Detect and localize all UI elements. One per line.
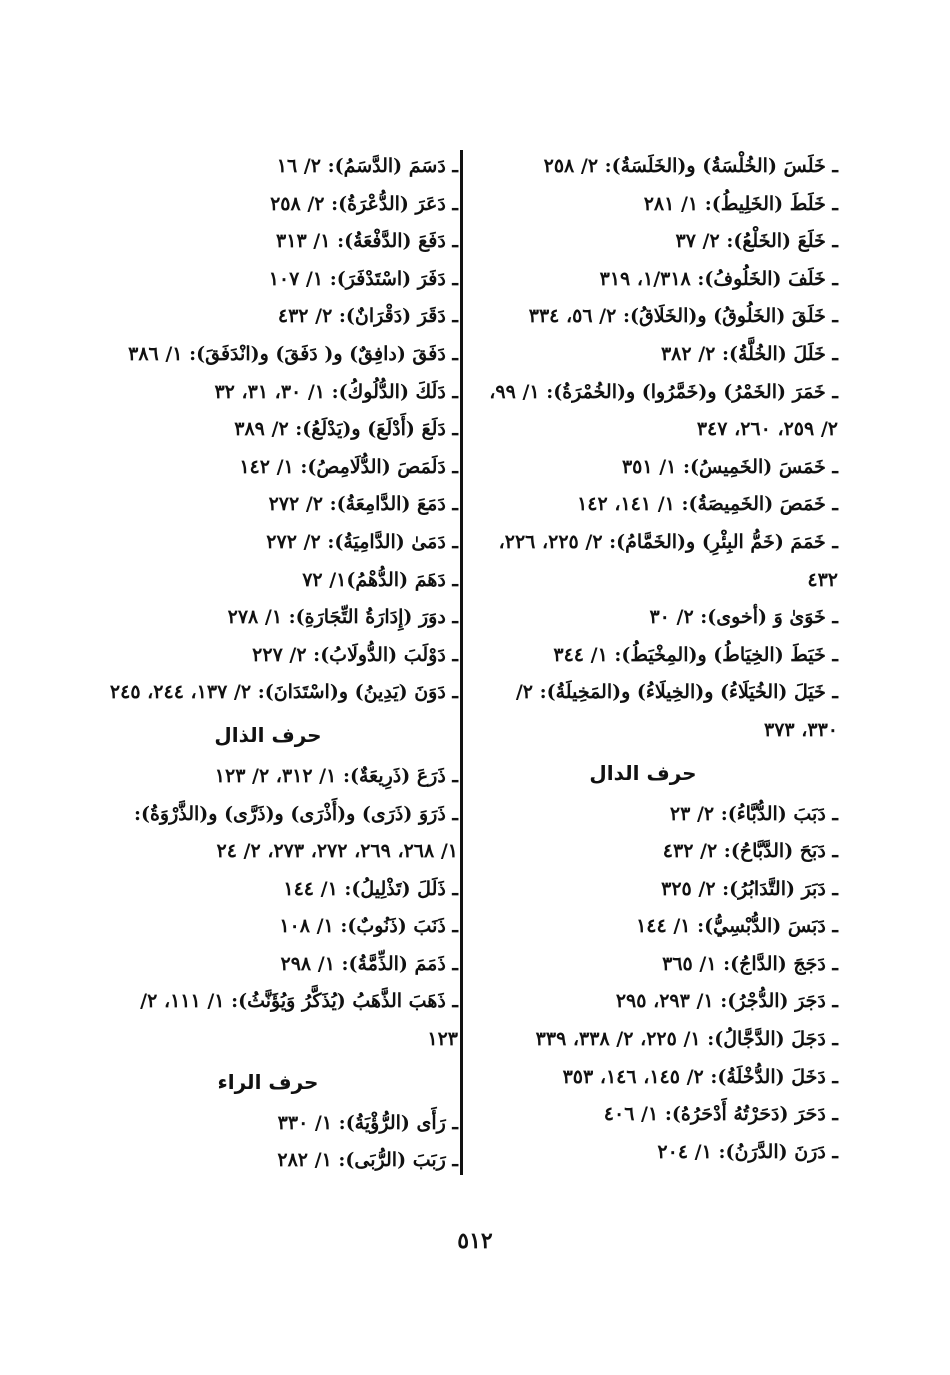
index-entry: ـ خَلَعَ (الخَلْعُ): ٢/ ٣٧ [675, 230, 838, 253]
index-entry: ـ خَلَطَ (الخَلِيطُ): ١/ ٢٨١ [643, 192, 838, 215]
index-entry: ـ خَمَسَ (الخَمِيسُ): ١/ ٣٥١ [621, 455, 838, 478]
index-entry: ـ ذَلَلَ (تَذْلِيلُ): ١/ ١٤٤ [283, 877, 458, 900]
left-column [109, 148, 458, 1180]
index-entry: ـ خَلَفَ (الخَلُوفُ): ١/٣١٨، ٣١٩ [599, 267, 838, 290]
index-entry: ـ دوَرَ (إِدَارَةُ التِّجَارَةِ): ١/ ٢٧٨ [227, 606, 458, 629]
index-entry: ـ خَلَقَ (الخَلُوقُ) و(الخَلَاقُ): ٢/ ٥٦، ٣٣٤ [528, 305, 838, 328]
index-entry: ـ رَأَى (الرُّؤْيَةُ): ١/ ٣٣٠ [277, 1111, 458, 1134]
index-entry: ـ دَخَلَ (الدُّخْلَةُ): ٢/ ١٤٥، ١٤٦، ٣٥٣ [562, 1065, 838, 1088]
index-entry: ـ دَجَلَ (الدَّجَّالُ): ١/ ٢٢٥، ٢/ ٣٣٨، ٣٣٩ [535, 1028, 838, 1051]
index-entry: ـ دَبَبَ (الدُّبَّاءُ): ٢/ ٢٣ [669, 802, 838, 825]
index-entry: ـ دَبَحَ (الدَّبَّاحُ): ٢/ ٤٣٢ [662, 840, 838, 863]
index-entry: ـ خَلَسَ (الخُلْسَةُ) و(الخَلَسَةُ): ٢/ ٢٥٨ [543, 155, 838, 177]
section-heading: حرف الذال [214, 722, 322, 747]
index-entry: ـ دَفَعَ (الدَّفْعَةُ): ١/ ٣١٣ [276, 230, 458, 253]
index-entry: ـ خَيَلَ (الخُيَلَاءُ) و(الخِيلَاءُ) و(المَخِيلَةُ): ٢/ ٣٣٠، ٣٧٣ [515, 681, 838, 741]
index-entry: ـ ذَنَبَ (ذَنُوبٌ): ١/ ١٠٨ [279, 915, 458, 938]
index-entry: ـ ذَمَمَ (الذِّمَّةُ): ١/ ٢٩٨ [280, 952, 458, 975]
index-entry: ـ دَلَكَ (الدُّلُوكُ): ١/ ٣٠، ٣١، ٣٢ [214, 380, 458, 403]
index-entry: ـ خَمَصَ (الخَمِيصَةُ): ١/ ١٤١، ١٤٢ [577, 493, 838, 516]
index-entry: ـ ذَرَوَ (ذَرَى) و(أَذْرَى) و(ذَرَّى) و(الذَّرْوَةُ): ١/ ٢٦٨، ٢٦٩، ٢٧٢، ٢٧٣، ٢/ ٢٤ [133, 802, 458, 863]
column-divider [460, 150, 463, 1175]
index-entry: ـ دَجَرَ (الدُّجْرُ): ١/ ٢٩٣، ٢٩٥ [615, 990, 838, 1013]
index-entry: ـ دَوْلَبَ (الدُّولَابُ): ٢/ ٢٢٧ [252, 643, 458, 666]
right-column [488, 148, 838, 1171]
index-entry: ـ دَجَجَ (الدَّاجُ): ١/ ٣٦٥ [662, 952, 838, 975]
index-entry: ـ دَقَرَ (دَقْرَانٌ): ٢/ ٤٣٢ [277, 305, 458, 328]
index-entry: ـ دَبَسَ (الدُّبْسِيُّ): ١/ ١٤٤ [636, 915, 838, 938]
index-entry: ـ دَمَعَ (الدَّامِعَةُ): ٢/ ٢٧٢ [268, 493, 458, 516]
section-heading: حرف الراء [217, 1069, 319, 1094]
index-entry: ـ دَحَرَ (دَحَرْتُهُ أَدْحَرُهُ): ١/ ٤٠٦ [603, 1103, 838, 1126]
index-entry: ـ دَبَرَ (التَّدَابُرُ): ٢/ ٣٢٥ [661, 877, 838, 900]
index-entry: ـ دَعَرَ (الدُّعْرَةُ): ٢/ ٢٥٨ [270, 192, 458, 215]
index-entry: ـ دَمَىٰ (الدَّامِيَةُ): ٢/ ٢٧٢ [266, 530, 458, 553]
index-entry: ـ خَيَطَ (الخِيَاطُ) و(المِخْيَطُ): ١/ ٣٤٤ [553, 643, 838, 666]
index-entry: ـ خَمَمَ (خَمُّ البِئْرِ) و(الخَمَّامُ): ٢/ ٢٢٥، ٢٢٦، ٤٣٢ [498, 530, 838, 591]
index-entry: ـ ذَرَعَ (ذَرِيعَةٌ): ١/ ٣١٢، ٢/ ١٢٣ [214, 764, 458, 787]
index-entry: ـ رَبَبَ (الرُّبَى): ١/ ٢٨٢ [277, 1149, 458, 1172]
index-entry: ـ دَسَمَ (الدَّسَمُ): ٢/ ١٦ [276, 155, 458, 177]
index-entry: ـ دَلَمَصَ (الدُّلَامِصُ): ١/ ١٤٢ [239, 455, 458, 478]
page-number: ٥١٢ [457, 1228, 493, 1254]
section-heading: حرف الدال [589, 760, 697, 785]
index-entry: ـ دَهَمَ (الدُّهْمُ)١/ ٧٢ [302, 568, 458, 591]
index-entry: ـ ذَهَبَ الذَّهَبُ (يُذَكَّرُ وَيُؤَنَّثُ): ١/ ١١١، ٢/ ١٢٣ [140, 990, 458, 1051]
index-entry: ـ دَفَرَ (اسْتَدْفَرَ): ١/ ١٠٧ [268, 267, 458, 290]
index-entry: ـ دَرَنَ (الدَّرَنُ): ١/ ٢٠٤ [657, 1140, 838, 1163]
index-entry: ـ خَلَلَ (الخُلَّةُ): ٢/ ٣٨٢ [660, 342, 838, 365]
index-entry: ـ دَلَعَ (أَدْلَعَ) و(يَدْلَعُ): ٢/ ٣٨٩ [234, 418, 458, 441]
index-entry: ـ خَمَرَ (الخَمْرُ) و(خَمَّرُوا) و(الخُمْرَةُ): ١/ ٩٩، ٢/ ٢٥٩، ٢٦٠، ٣٤٧ [489, 380, 838, 441]
index-entry: ـ دَوَنَ (يَدِينُ) و(اسْتَدَانَ): ٢/ ١٣٧، ٢٤٤، ٢٤٥ [109, 681, 458, 704]
index-entry: ـ خَوَىٰ وَ (أخوى): ٢/ ٣٠ [649, 606, 838, 629]
index-entry: ـ دَفَقَ (دافِقٌ) و( دَفَقَ) و(انْدَفَقَ): ١/ ٣٨٦ [128, 342, 458, 365]
